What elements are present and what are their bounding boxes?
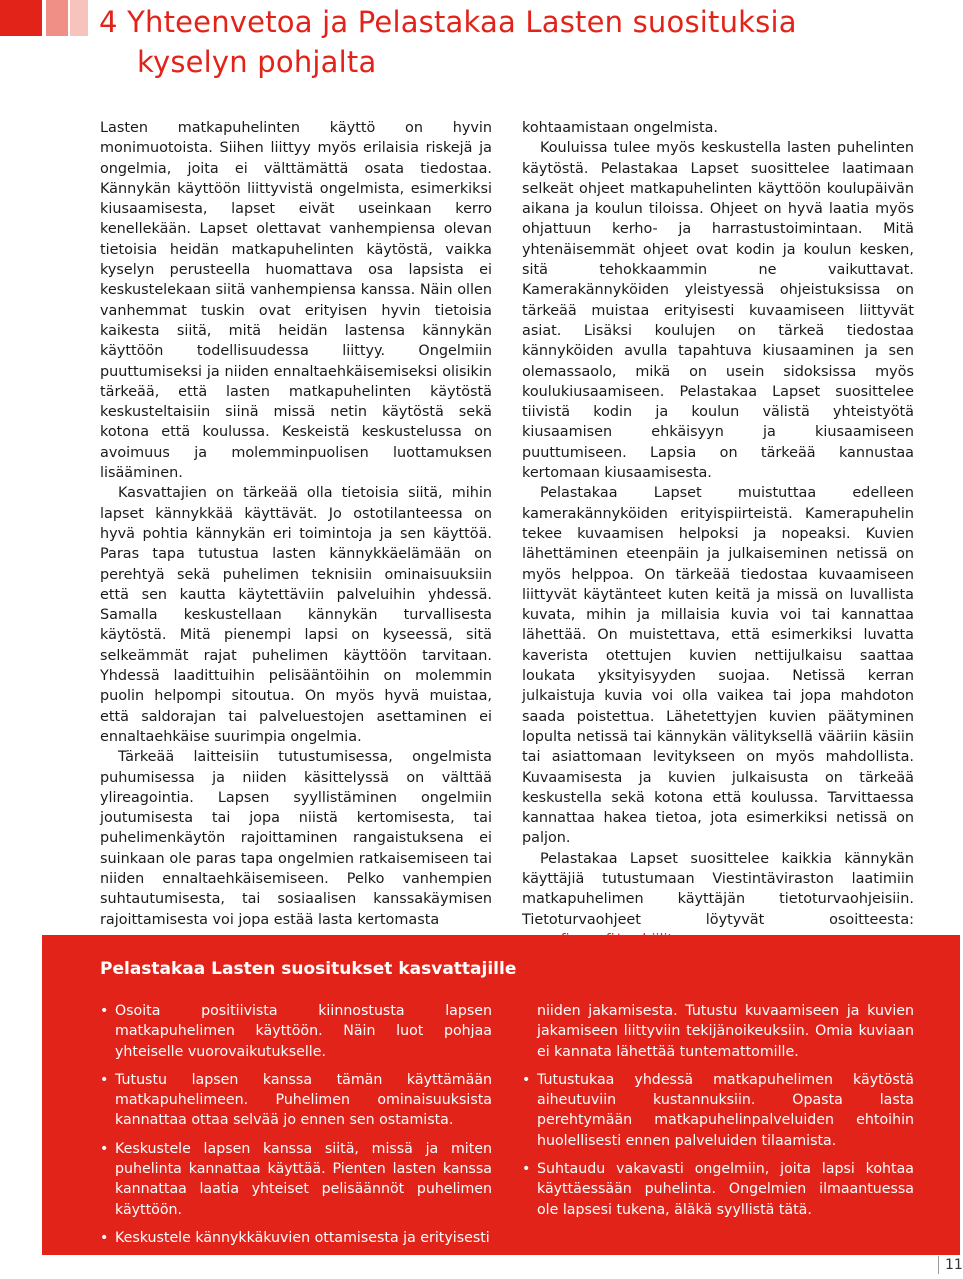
recommendation-item xyxy=(522,1159,914,1220)
bullet-icon: • xyxy=(522,1071,531,1088)
recommendation-text: Keskustele kännykkäkuvien ottamisesta ja erityisesti xyxy=(115,1229,490,1246)
body-paragraph: Kasvattajien on tärkeää olla tietoisia siitä, mihin lapset kännykkää käyttävät. Jo ostotilanteessa on hyvä pohtia kännykän eri toimintoja ja sen käyttöä. Paras tapa tutustua lasten kännykkäelämään on perehtyä sekä puhelimen teknisiin ominaisuuksiin että sen kautta käytettäviin palveluihin yhdessä. Samalla keskustellaan kännykän turvallisesta käytöstä. Mitä pienempi lapsi on kyseessä, sitä selkeämmät rajat puhelimen käyttöön tarvitaan. Yhdessä laadittuihin pelisääntöihin on molemmin puolin helpompi sitoutua. On myös hyvä muistaa, että saldorajan tai palveluestojen asettaminen ei ennaltaehkäise suurimpia ongelmia. xyxy=(100,485,492,745)
recommendation-item xyxy=(522,1070,914,1151)
recommendations-list xyxy=(100,1001,492,1248)
recommendation-text: Suhtaudu vakavasti ongelmiin, joita lapsi kohtaa käyttäessään puhelinta. Ongelmien ilmaantuessa ole lapsesi tukena, äläkä syyllistä tätä. xyxy=(537,1161,914,1218)
header-decoration-block xyxy=(46,0,68,36)
right-text-column xyxy=(522,118,914,950)
header-decoration-block xyxy=(70,0,88,36)
recommendation-item xyxy=(100,1001,492,1062)
body-paragraph-text: Pelastakaa Lapset suosittelee kaikkia kännykän käyttäjiä tutustumaan Viestintäviraston laatimiin matkapuhelimen käyttäjän tietoturvaohjeisiin. Tietoturvaohjeet löytyvät osoitteesta: xyxy=(522,850,914,928)
recommendations-title: Pelastakaa Lasten suositukset kasvattajille xyxy=(100,959,517,979)
recommendation-continuation: niiden jakamisesta. Tutustu kuvaamiseen ja kuvien jakamiseen liittyviin tekijänoikeuksiin. Omia kuviaan ei kannata lähettää tuntemattomille. xyxy=(537,1003,914,1060)
recommendations-left-column xyxy=(100,1001,492,1256)
bullet-icon: • xyxy=(100,1140,109,1157)
recommendation-text: Tutustukaa yhdessä matkapuhelimen käytöstä aiheutuviin kustannuksiin. Opasta lasta perehtymään matkapuhelinpalveluiden ehtoihin huolellisesti ennen palveluiden tilaamista. xyxy=(537,1071,914,1149)
recommendations-list xyxy=(522,1070,914,1220)
body-paragraph: Tärkeää laitteisiin tutustumisessa, ongelmista puhumisessa ja niiden käsittelyssä on välttää ylireagointia. Lapsen syyllistäminen ongelmiin joutumisesta tai jopa niistä kertomisesta, tai puhelimenkäytön rajoittaminen rangaistuksena ei suinkaan ole paras tapa ongelmien ratkaisemiseen tai niiden ennaltaehkäisemiseen. Pelko vanhempien suhtautumisesta, tai sosiaalisen kanssakäymisen rajoittamisesta voi jopa estää lasta kertomasta xyxy=(100,749,492,928)
page-number: 11 xyxy=(938,1256,963,1274)
body-paragraph: Kouluissa tulee myös keskustella lasten puhelinten käytöstä. Pelastakaa Lapset suosittelee laatimaan selkeät ohjeet matkapuhelinten käyttöön koulupäivän aikana ja koulun tiloissa. Ohjeet on hyvä laatia myös ohjattuun kerho- ja harrastustoimintaan. Mitä yhtenäisemmät ohjeet ovat kodin ja koulun kesken, sitä tehokkaammin ne vaikuttavat. Kamerakännyköiden yleistyessä ohjeistuksissa on tärkeää muistaa erityisesti kuvaamiseen liittyvät asiat. Lisäksi koulujen on tärkeä tiedostaa kännyköiden avulla tapahtuva kiusaaminen ja sen olemassaolo, mikä on usein sidoksissa myös koulukiusaamiseen. Pelastakaa Lapset suosittelee tiivistä kodin ja koulun välistä yhteistyötä kiusaamisen ehkäisyyn ja kiusaamiseen puuttumiseen. Lapsia on tärkeää kannustaa kertomaan kiusaamisesta. xyxy=(522,140,914,482)
bullet-icon: • xyxy=(100,1071,109,1088)
left-text-column xyxy=(100,118,492,930)
chapter-title-line2: kyselyn pohjalta xyxy=(137,45,377,79)
recommendation-text: Keskustele lapsen kanssa siitä, missä ja miten puhelinta kannattaa käyttää. Pienten lasten kanssa kannattaa laatia yhteiset pelisäännöt puhelimen käyttöön. xyxy=(115,1140,492,1218)
header-decoration-block xyxy=(0,0,42,36)
bullet-icon: • xyxy=(100,1003,109,1019)
chapter-title xyxy=(99,2,859,82)
chapter-title-line1: 4 Yhteenvetoa ja Pelastakaa Lasten suosituksia xyxy=(99,5,797,39)
recommendation-item xyxy=(100,1139,492,1220)
body-paragraph: kohtaamistaan ongelmista. xyxy=(522,120,718,136)
bullet-icon: • xyxy=(522,1161,531,1178)
body-paragraph: Lasten matkapuhelinten käyttö on hyvin monimuotoista. Siihen liittyy myös erilaisia riskejä ja ongelmia, joita ei välttämättä osata tiedostaa. Kännykän käyttöön liittyvistä ongelmista, esimerkiksi kiusaamisesta, lapset eivät useinkaan kerro kenellekään. Lapset olettavat vanhempiensa olevan tietoisia heidän matkapuhelinten käytöstä, vaikka kyselyn perusteella huomattava osa lapsista ei keskustelekaan siitä vanhempiensa kanssa. Näin ollen vanhemmat tuskin ovat erityisen hyvin tietoisia kaikesta siitä, mitä heidän lastensa kännykän käyttöön todellisuudessa liittyy. Ongelmiin puuttumiseksi ja niiden ennaltaehkäisemiseksi olisikin tärkeää, että lasten matkapuhelinten käytöstä keskusteltaisiin siinä missä netin käytöstä sekä kotona että koulussa. Keskeistä keskustelussa on avoimuus ja molemminpuolisen luottamuksen lisääminen. xyxy=(100,120,492,482)
recommendation-item xyxy=(100,1070,492,1131)
bullet-icon: • xyxy=(100,1229,109,1246)
recommendation-item xyxy=(100,1228,492,1248)
recommendation-text: Tutustu lapsen kanssa tämän käyttämään matkapuhelimeen. Puhelimen ominaisuuksista kannattaa ottaa selvää jo ennen sen ostamista. xyxy=(115,1071,492,1129)
recommendation-text: Osoita positiivista kiinnostusta lapsen matkapuhelimen käyttöön. Näin luot pohjaa yhteiselle vuorovaikutukselle. xyxy=(115,1003,492,1060)
recommendations-right-column xyxy=(522,1001,914,1228)
body-paragraph: Pelastakaa Lapset muistuttaa edelleen kamerakännyköiden erityispiirteistä. Kamerapuhelin tekee kuvaamisen helpoksi ja nopeaksi. Kuvien lähettäminen eteenpäin ja julkaiseminen netissä on myös helppoa. On tärkeää tiedostaa kuvaamiseen liittyvät käytänteet kuten keitä ja missä on luvallista kuvata, mihin ja millaisia kuvia voi tai kannattaa lähettää. On muistettava, että esimerkiksi luvatta kaverista otettujen kuvien nettijulkaisu saattaa loukata yksityisyyden suojaa. Netissä kerran julkaistuja kuvia voi olla vaikea tai jopa mahdoton saada poistettua. Lähetettyjen kuvien päätyminen lopulta netissä tai kännykän välityksellä vääriin käsiin tai asiattomaan levitykseen on myös mahdollista. Kuvaamisesta ja kuvien julkaisusta on tärkeää keskustella sekä kotona että koulussa. Tarvittaessa kannattaa hakea tietoa, jota esimerkiksi netissä on paljon. xyxy=(522,485,914,847)
recommendations-box xyxy=(42,935,960,1255)
